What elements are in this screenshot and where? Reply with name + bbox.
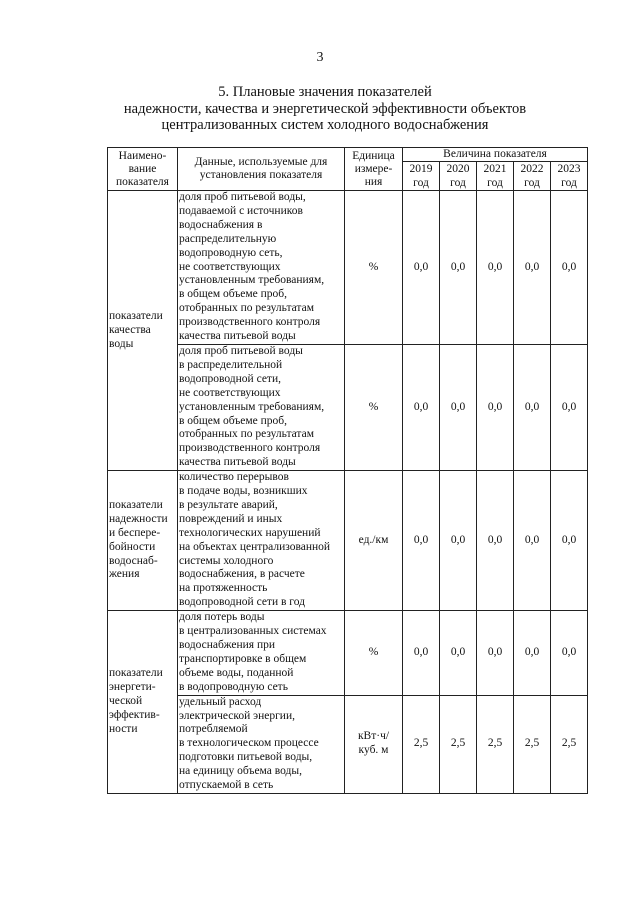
value-cell: 0,0 bbox=[403, 611, 440, 695]
value-cell: 0,0 bbox=[403, 344, 440, 470]
indicator-description-cell: удельный расход электрической энергии, потребляемой в технологическом процессе подготовки питьевой воды, на единицу объема воды, отпускаемой в сеть bbox=[178, 695, 345, 793]
value-cell: 2,5 bbox=[551, 695, 588, 793]
indicator-description-cell: доля потерь воды в централизованных системах водоснабжения при транспортировке в общем объеме воды, поданной в водопроводную сеть bbox=[178, 611, 345, 695]
value-cell: 0,0 bbox=[403, 471, 440, 611]
table-row bbox=[108, 695, 588, 793]
value-cell: 0,0 bbox=[440, 471, 477, 611]
indicator-name-cell: показатели энергети- ческой эффектив- ности bbox=[108, 611, 178, 794]
indicator-description-cell: количество перерывов в подаче воды, возникших в результате аварий, повреждений и иных технологических нарушений на объектах централизованной системы холодного водоснабжения, в расчете на протяженность водопроводной сети в год bbox=[178, 471, 345, 611]
value-cell: 0,0 bbox=[514, 471, 551, 611]
unit-cell: кВт·ч/ куб. м bbox=[345, 695, 403, 793]
value-cell: 0,0 bbox=[477, 344, 514, 470]
value-cell: 0,0 bbox=[440, 191, 477, 345]
table-row bbox=[108, 344, 588, 470]
section-heading bbox=[100, 84, 550, 134]
value-cell: 0,0 bbox=[477, 471, 514, 611]
unit-cell: % bbox=[345, 191, 403, 345]
value-cell: 0,0 bbox=[551, 471, 588, 611]
unit-cell: ед./км bbox=[345, 471, 403, 611]
value-cell: 0,0 bbox=[477, 611, 514, 695]
header-year: 2021 год bbox=[477, 162, 514, 191]
header-unit: Единица измере- ния bbox=[345, 148, 403, 191]
value-cell: 0,0 bbox=[440, 611, 477, 695]
table-row bbox=[108, 191, 588, 345]
value-cell: 0,0 bbox=[477, 191, 514, 345]
indicator-description-cell: доля проб питьевой воды, подаваемой с источников водоснабжения в распределительную водопроводную сеть, не соответствующих установленным требованиям, в общем объеме проб, отобранных по результатам производственного контроля качества питьевой воды bbox=[178, 191, 345, 345]
unit-cell: % bbox=[345, 611, 403, 695]
header-year: 2019 год bbox=[403, 162, 440, 191]
value-cell: 0,0 bbox=[514, 344, 551, 470]
indicator-name-cell: показатели качества воды bbox=[108, 191, 178, 471]
header-value-group: Величина показателя bbox=[403, 148, 588, 162]
value-cell: 0,0 bbox=[551, 344, 588, 470]
indicator-name-cell: показатели надежности и беспере- бойности водоснаб- жения bbox=[108, 471, 178, 611]
value-cell: 0,0 bbox=[440, 344, 477, 470]
value-cell: 2,5 bbox=[514, 695, 551, 793]
heading-line: надежности, качества и энергетической эффективности объектов bbox=[123, 100, 527, 117]
value-cell: 2,5 bbox=[403, 695, 440, 793]
heading-line: 5. Плановые значения показателей bbox=[218, 84, 432, 100]
header-data-used: Данные, используемые для установления показателя bbox=[178, 148, 345, 191]
value-cell: 0,0 bbox=[514, 191, 551, 345]
table-row bbox=[108, 611, 588, 695]
unit-cell: % bbox=[345, 344, 403, 470]
indicators-table bbox=[107, 147, 588, 794]
header-indicator-name: Наимено- вание показателя bbox=[108, 148, 178, 191]
header-year: 2022 год bbox=[514, 162, 551, 191]
value-cell: 2,5 bbox=[440, 695, 477, 793]
page-number: 3 bbox=[316, 50, 324, 65]
table-row bbox=[108, 471, 588, 611]
value-cell: 2,5 bbox=[477, 695, 514, 793]
value-cell: 0,0 bbox=[551, 611, 588, 695]
value-cell: 0,0 bbox=[403, 191, 440, 345]
heading-line: централизованных систем холодного водоснабжения bbox=[161, 117, 489, 133]
indicator-description-cell: доля проб питьевой воды в распределительной водопроводной сети, не соответствующих установленным требованиям, в общем объеме проб, отобранных по результатам производственного контроля качества питьевой воды bbox=[178, 344, 345, 470]
header-year: 2023 год bbox=[551, 162, 588, 191]
value-cell: 0,0 bbox=[551, 191, 588, 345]
header-year: 2020 год bbox=[440, 162, 477, 191]
value-cell: 0,0 bbox=[514, 611, 551, 695]
